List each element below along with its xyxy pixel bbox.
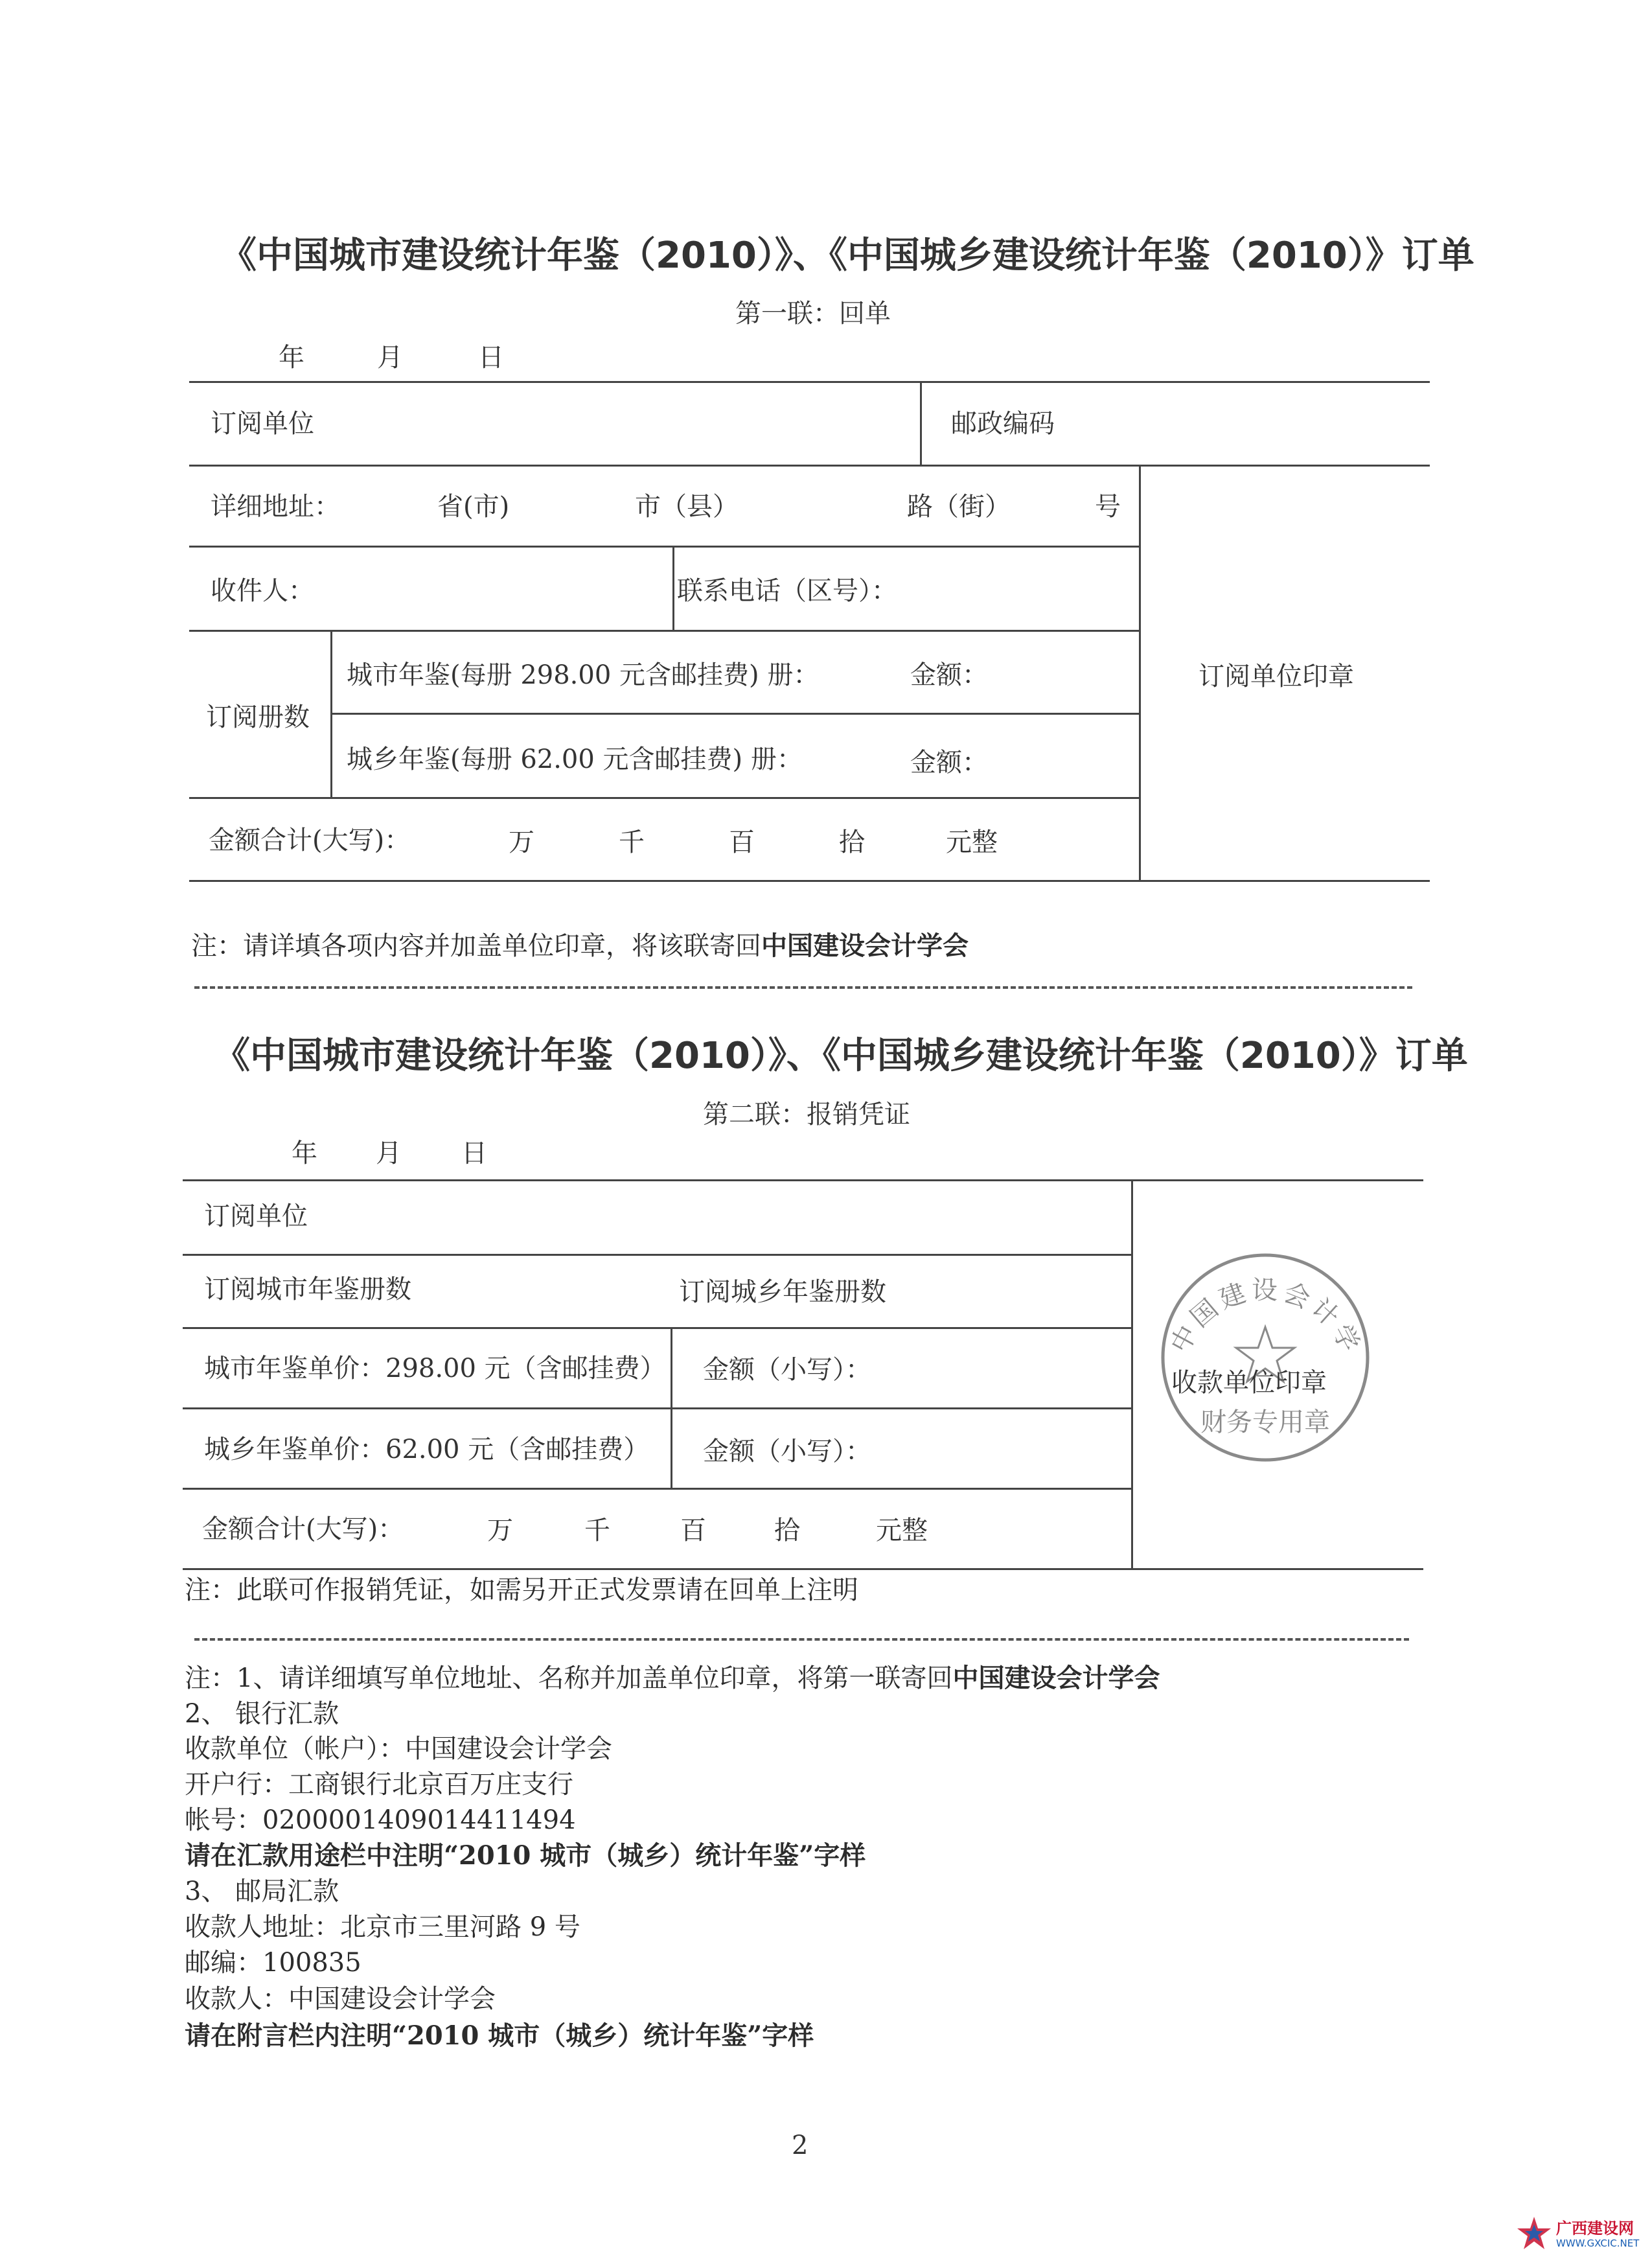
instructions-line-8: 收款人地址：北京市三里河路 9 号 bbox=[185, 1912, 580, 1942]
form2-vline-seal bbox=[1131, 1179, 1133, 1568]
form2-total-bai: 百 bbox=[680, 1516, 706, 1545]
form1-seal-label: 订阅单位印章 bbox=[1199, 662, 1354, 691]
form2-seal-label: 收款单位印章 bbox=[1171, 1368, 1327, 1398]
form1-phone-label: 联系电话（区号）： bbox=[677, 576, 897, 606]
form1-date-year: 年 bbox=[279, 343, 304, 373]
instructions-line-1-org: 中国建设会计学会 bbox=[952, 1663, 1160, 1693]
form2-line-top bbox=[183, 1179, 1423, 1181]
instructions-line-1-prefix: 注：1、请详细填写单位地址、名称并加盖单位印章，将第一联寄回 bbox=[185, 1663, 953, 1693]
cut-line-2 bbox=[194, 1638, 1409, 1641]
form2-line-2 bbox=[183, 1254, 1131, 1256]
cut-line-1 bbox=[194, 986, 1412, 989]
form1-line-bottom bbox=[189, 880, 1430, 882]
form2-note: 注：此联可作报销凭证，如需另开正式发票请在回单上注明 bbox=[185, 1575, 858, 1605]
form1-total-shi: 拾 bbox=[839, 827, 865, 857]
seal-bottom-text: 财务专用章 bbox=[1200, 1407, 1330, 1437]
form2-city-price: 城市年鉴单价：298.00 元（含邮挂费） bbox=[204, 1354, 666, 1383]
form2-rural-price: 城乡年鉴单价：62.00 元（含邮挂费） bbox=[204, 1435, 650, 1464]
form1-rural-book: 城乡年鉴(每册 62.00 元含邮挂费) 册： bbox=[347, 745, 803, 774]
form2-title: 《中国城市建设统计年鉴（2010）》、《中国城乡建设统计年鉴（2010）》订单 bbox=[214, 1035, 1468, 1077]
form2-total-shi: 拾 bbox=[774, 1516, 800, 1545]
form1-address-province: 省(市) bbox=[437, 492, 510, 522]
instructions-line-4: 开户行：工商银行北京百万庄支行 bbox=[185, 1770, 573, 1799]
form2-line-3 bbox=[183, 1327, 1131, 1329]
form2-total-qian: 千 bbox=[584, 1516, 610, 1545]
form2-line-4 bbox=[183, 1407, 1131, 1409]
form1-vline-phone bbox=[672, 546, 674, 630]
form1-line-top bbox=[189, 381, 1430, 383]
form1-address-city: 市（县） bbox=[635, 492, 739, 522]
page-number: 2 bbox=[792, 2131, 809, 2160]
form1-vline-seal bbox=[1139, 465, 1141, 881]
instructions-line-7: 3、 邮局汇款 bbox=[185, 1877, 339, 1906]
instructions-line-1 bbox=[185, 1658, 1160, 1694]
form1-date-month: 月 bbox=[377, 343, 403, 373]
form1-city-book: 城市年鉴(每册 298.00 元含邮挂费) 册： bbox=[347, 660, 820, 690]
form2-total-yuan: 元整 bbox=[876, 1516, 928, 1545]
form1-line-3 bbox=[189, 546, 1140, 548]
form1-title: 《中国城市建设统计年鉴（2010）》、《中国城乡建设统计年鉴（2010）》订单 bbox=[220, 235, 1474, 277]
form1-total-label: 金额合计(大写)： bbox=[209, 826, 411, 855]
form2-city-copies-label: 订阅城市年鉴册数 bbox=[204, 1275, 411, 1304]
form1-subtitle: 第一联：回单 bbox=[735, 299, 891, 329]
form1-line-6 bbox=[189, 797, 1140, 799]
form1-note bbox=[191, 925, 969, 962]
form1-recipient-label: 收件人： bbox=[211, 576, 314, 606]
form2-rural-copies-label: 订阅城乡年鉴册数 bbox=[679, 1277, 886, 1307]
instructions-line-6: 请在汇款用途栏中注明“2010 城市（城乡）统计年鉴”字样 bbox=[185, 1840, 866, 1871]
form1-city-amount: 金额： bbox=[910, 660, 988, 690]
form1-total-yuan: 元整 bbox=[946, 827, 998, 857]
form2-rural-amount: 金额（小写）： bbox=[703, 1437, 871, 1466]
finance-seal bbox=[1158, 1251, 1372, 1464]
form2-date-month: 月 bbox=[376, 1139, 402, 1168]
form1-subscriber-label: 订阅单位 bbox=[211, 409, 314, 439]
form2-city-amount: 金额（小写）： bbox=[703, 1355, 871, 1385]
watermark-url: WWW.GXCIC.NET bbox=[1556, 2237, 1640, 2249]
form1-total-wan: 万 bbox=[509, 827, 534, 857]
instructions-line-10: 收款人：中国建设会计学会 bbox=[185, 1984, 496, 2014]
form1-line-2 bbox=[189, 465, 1430, 467]
site-watermark bbox=[1515, 2212, 1644, 2257]
form1-address-road: 路（街） bbox=[907, 492, 1011, 522]
form2-date-year: 年 bbox=[292, 1139, 317, 1168]
form1-copies-label: 订阅册数 bbox=[206, 702, 310, 732]
form1-postcode-label: 邮政编码 bbox=[951, 409, 1055, 439]
form1-rural-amount: 金额： bbox=[910, 748, 988, 778]
watermark-name: 广西建设网 bbox=[1556, 2219, 1634, 2237]
instructions-line-9: 邮编：100835 bbox=[185, 1948, 361, 1978]
seal-ring-text: 中国建设会计学 bbox=[1165, 1275, 1367, 1360]
form1-vline-postcode bbox=[920, 381, 922, 465]
form1-line-5 bbox=[330, 713, 1140, 715]
form1-total-qian: 千 bbox=[619, 827, 645, 857]
instructions-line-2: 2、 银行汇款 bbox=[185, 1699, 339, 1729]
form2-line-5 bbox=[183, 1488, 1131, 1490]
form1-address-no: 号 bbox=[1095, 492, 1121, 522]
instructions-line-11: 请在附言栏内注明“2010 城市（城乡）统计年鉴”字样 bbox=[185, 2020, 814, 2051]
form2-subtitle: 第二联：报销凭证 bbox=[703, 1100, 910, 1129]
instructions-line-5: 帐号：0200001409014411494 bbox=[185, 1805, 576, 1835]
form1-note-org: 中国建设会计学会 bbox=[761, 931, 969, 961]
form1-total-bai: 百 bbox=[729, 827, 755, 857]
form1-address-label: 详细地址： bbox=[211, 492, 340, 522]
form2-total-wan: 万 bbox=[487, 1516, 513, 1545]
form2-date-day: 日 bbox=[461, 1139, 487, 1168]
form1-note-prefix: 注：请详填各项内容并加盖单位印章，将该联寄回 bbox=[191, 931, 761, 961]
star-logo-icon bbox=[1515, 2214, 1554, 2253]
form1-date-day: 日 bbox=[478, 343, 504, 373]
form2-total-label: 金额合计(大写)： bbox=[202, 1514, 404, 1544]
form2-subscriber-label: 订阅单位 bbox=[204, 1201, 308, 1231]
instructions-line-3: 收款单位（帐户）：中国建设会计学会 bbox=[185, 1734, 612, 1764]
